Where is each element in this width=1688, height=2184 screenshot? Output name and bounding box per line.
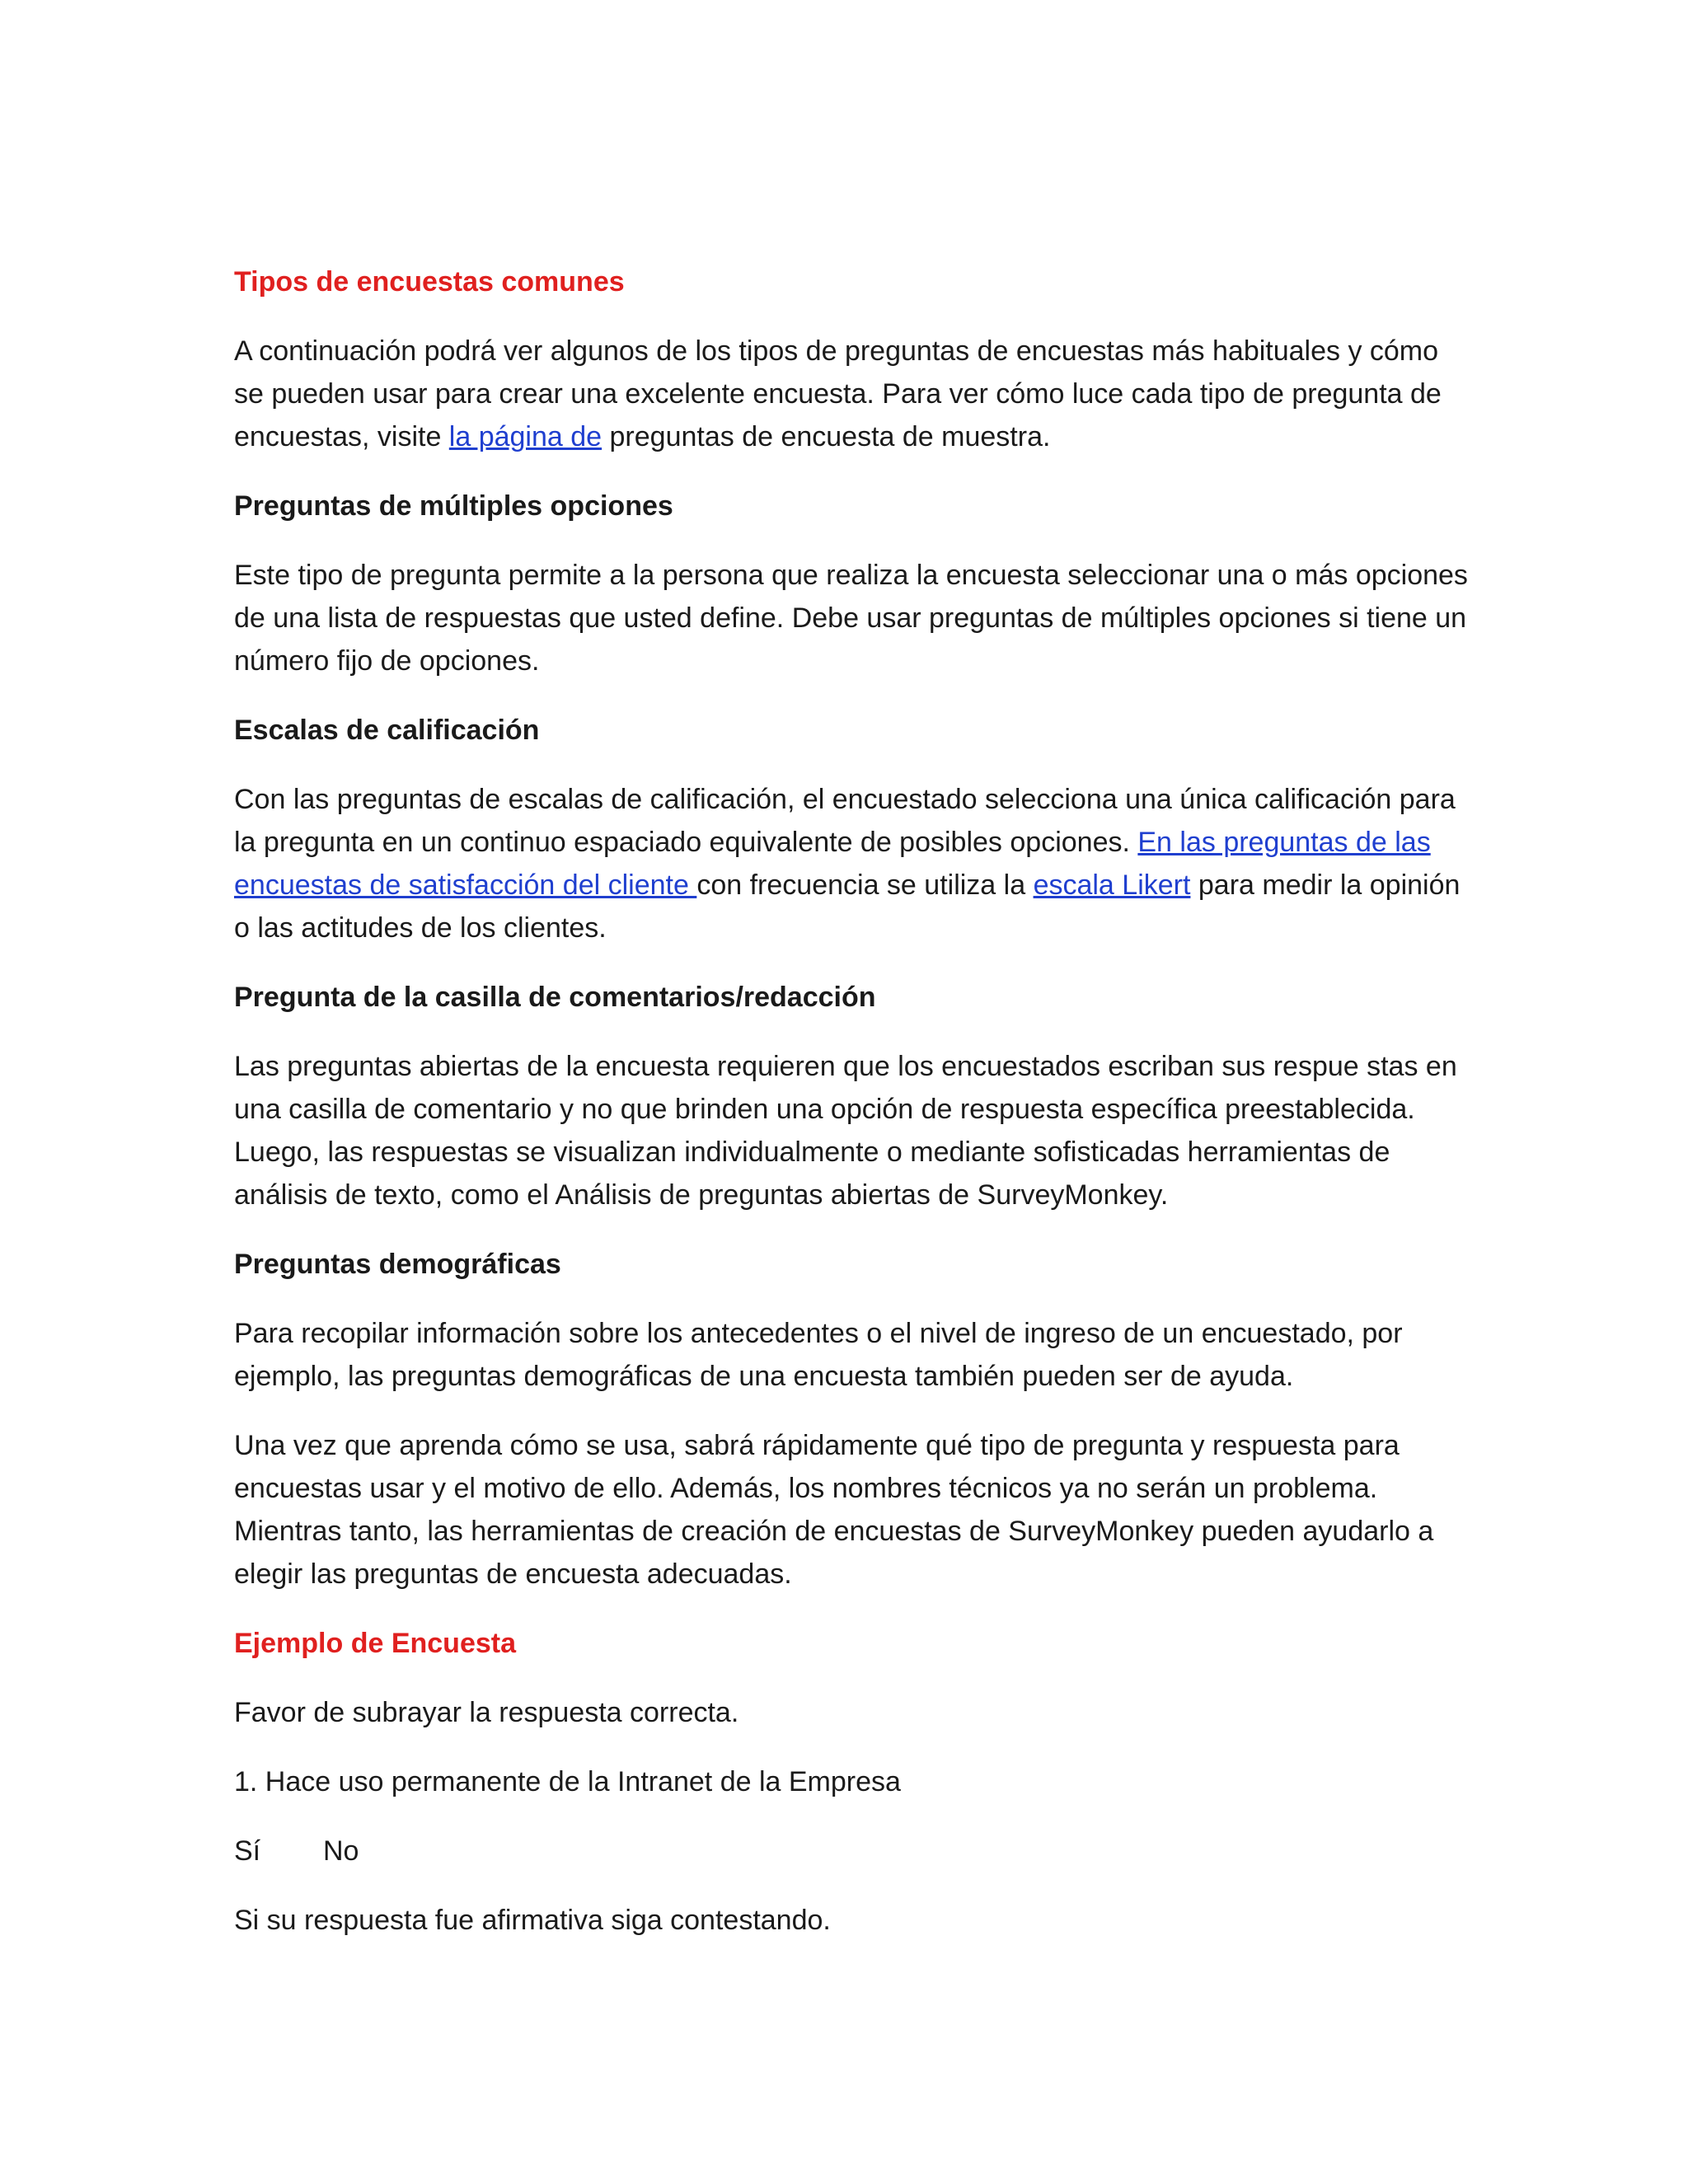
paragraph-demograficas: Para recopilar información sobre los antecedentes o el nivel de ingreso de un encuestado, por ejemplo, las preguntas demográficas de una encuesta también pueden ser de ayuda. (234, 1318, 1403, 1392)
paragraph-text: para medir la opinión o las actitudes de los clientes. (234, 869, 1461, 944)
link-satisfaccion-cliente[interactable]: En las preguntas de las encuestas de satisfacción del cliente (234, 827, 1431, 901)
paragraph-tipos-intro (234, 330, 1470, 458)
survey-answers (234, 1830, 1470, 1872)
section-heading-demograficas: Preguntas demográficas (234, 1249, 561, 1280)
section-heading-comentarios: Pregunta de la casilla de comentarios/redacción (234, 982, 876, 1013)
link-pagina-de[interactable]: la página de (448, 421, 603, 452)
paragraph-multiples: Este tipo de pregunta permite a la persona que realiza la encuesta seleccionar una o más opciones de una lista de respuestas que usted define. Debe usar preguntas de múltiples opciones si tiene un número fijo de opciones. (234, 560, 1468, 677)
survey-question-1: 1. Hace uso permanente de la Intranet de la Empresa (234, 1766, 901, 1797)
section-heading-ejemplo: Ejemplo de Encuesta (234, 1628, 516, 1659)
paragraph-closing: Una vez que aprenda cómo se usa, sabrá rápidamente qué tipo de pregunta y respuesta para encuestas usar y el motivo de ello. Además, los nombres técnicos ya no serán un problema. Mientras tanto, las herramientas de creación de encuestas de SurveyMonkey pueden ayudarlo a elegir las preguntas de encuesta adecuadas. (234, 1430, 1434, 1590)
paragraph-escalas (234, 778, 1470, 949)
link-escala-likert[interactable]: escala Likert (1033, 869, 1191, 901)
survey-instruction: Favor de subrayar la respuesta correcta. (234, 1697, 739, 1728)
answer-no[interactable]: No (323, 1835, 359, 1867)
answer-yes[interactable]: Sí (234, 1835, 261, 1867)
paragraph-text: preguntas de encuesta de muestra. (602, 421, 1051, 452)
paragraph-text: A continuación podrá ver algunos de los tipos de preguntas de encuestas más habituales y cómo se pueden usar para crear una excelente encuesta. Para ver cómo luce cada tipo de pregunta de encuestas, visite (234, 335, 1442, 452)
section-heading-multiples: Preguntas de múltiples opciones (234, 490, 673, 522)
paragraph-comentarios: Las preguntas abiertas de la encuesta requieren que los encuestados escriban sus respue stas en una casilla de comentario y no que brinden una opción de respuesta específica preestablecida. Luego, las respuestas se visualizan individualmente o mediante sofisticadas herramientas de análisis de texto, como el Análisis de preguntas abiertas de SurveyMonkey. (234, 1051, 1457, 1211)
paragraph-text: con frecuencia se utiliza la (696, 869, 1034, 901)
paragraph-text: Con las preguntas de escalas de calificación, el encuestado selecciona una única calificación para la pregunta en un continuo espaciado equivalente de posibles opciones. (234, 784, 1456, 858)
survey-followup: Si su respuesta fue afirmativa siga contestando. (234, 1905, 831, 1936)
document-page (234, 260, 1470, 1968)
section-heading-escalas: Escalas de calificación (234, 715, 540, 746)
section-heading-tipos: Tipos de encuestas comunes (234, 266, 625, 298)
